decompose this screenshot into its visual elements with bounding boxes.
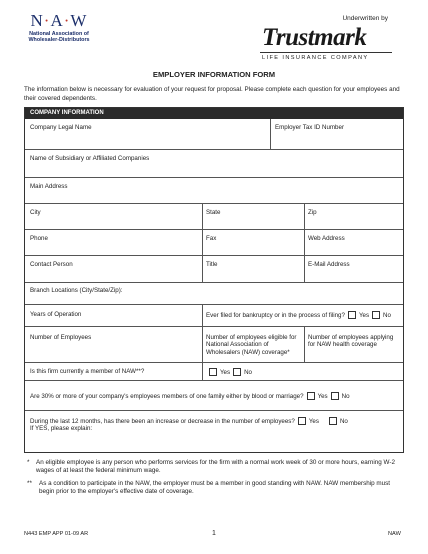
web-address-field[interactable]: Web Address xyxy=(308,235,345,242)
years-of-operation-field[interactable]: Years of Operation xyxy=(30,311,82,318)
logo-divider xyxy=(260,52,392,53)
change-explain-field[interactable]: If YES, please explain: xyxy=(30,425,93,432)
eligible-employees-field[interactable]: Number of employees eligible for National Association of Wholesalers (NAW) coverage* xyxy=(206,334,297,356)
branch-locations-field[interactable]: Branch Locations (City/State/Zip): xyxy=(30,287,123,294)
form-intro: The information below is necessary for evaluation of your request for proposal. Please complete each question for your employees and their covered dependents. xyxy=(24,86,400,102)
title-field[interactable]: Title xyxy=(206,261,218,268)
family-yes-checkbox[interactable] xyxy=(307,392,315,400)
naw-member-question: Is this firm currently a member of NAW**? xyxy=(30,368,145,375)
footnote-membership: ** As a condition to participate in the NAW, the employer must be a member in good standing with NAW. NAW membership must begin prior to the employer's effective date of coverage. xyxy=(27,479,391,495)
company-information-table xyxy=(24,107,404,453)
underwritten-by-label: Underwritten by xyxy=(342,15,388,22)
company-legal-name-field[interactable]: Company Legal Name xyxy=(30,124,92,131)
employer-tax-id-field[interactable]: Employer Tax ID Number xyxy=(275,124,345,131)
footnote-eligible: * An eligible employee is any person who performs services for the firm with a normal work week of 30 or more hours, earning W-2 wages of at least the federal minimum wage. xyxy=(27,459,395,475)
email-field[interactable]: E-Mail Address xyxy=(308,261,350,268)
naw-logo-subtitle: National Association of Wholesaler-Distributors xyxy=(28,31,90,44)
naw-logo xyxy=(24,12,94,58)
change-yes-checkbox[interactable] xyxy=(298,417,306,425)
form-code: N443 EMP APP 01-09 AR xyxy=(24,531,89,537)
phone-field[interactable]: Phone xyxy=(30,235,48,242)
footer-org: NAW xyxy=(388,531,401,537)
contact-person-field[interactable]: Contact Person xyxy=(30,261,73,268)
family-members-question: Are 30% or more of your company's employees members of one family either by blood or marriage? Yes No xyxy=(30,393,350,401)
trustmark-logo: Trustmark xyxy=(262,24,367,51)
employee-change-question: During the last 12 months, has there been an increase or decrease in the number of employees? Yes No xyxy=(30,418,348,426)
state-field[interactable]: State xyxy=(206,209,221,216)
section-header: COMPANY INFORMATION xyxy=(25,108,403,119)
fax-field[interactable]: Fax xyxy=(206,235,217,242)
main-address-field[interactable]: Main Address xyxy=(30,183,68,190)
footnotes xyxy=(28,459,406,500)
number-of-employees-field[interactable]: Number of Employees xyxy=(30,334,92,341)
zip-field[interactable]: Zip xyxy=(308,209,317,216)
bankruptcy-question: Ever filed for bankruptcy or in the process of filing? Yes No xyxy=(206,312,391,320)
family-no-checkbox[interactable] xyxy=(331,392,339,400)
member-yes-checkbox[interactable] xyxy=(209,368,217,376)
applying-employees-field[interactable]: Number of employees applying for NAW health coverage xyxy=(308,334,394,349)
trustmark-tagline: LIFE INSURANCE COMPANY xyxy=(262,55,369,61)
bankruptcy-no-checkbox[interactable] xyxy=(372,311,380,319)
change-no-checkbox[interactable] xyxy=(329,417,337,425)
naw-member-options: Yes No xyxy=(206,368,252,377)
subsidiary-field[interactable]: Name of Subsidiary or Affiliated Companies xyxy=(30,155,150,162)
page-number: 1 xyxy=(212,530,216,537)
form-title: EMPLOYER INFORMATION FORM xyxy=(152,70,276,79)
bankruptcy-yes-checkbox[interactable] xyxy=(348,311,356,319)
city-field[interactable]: City xyxy=(30,209,41,216)
naw-logo-letters: N·A·W xyxy=(30,11,88,30)
member-no-checkbox[interactable] xyxy=(233,368,241,376)
